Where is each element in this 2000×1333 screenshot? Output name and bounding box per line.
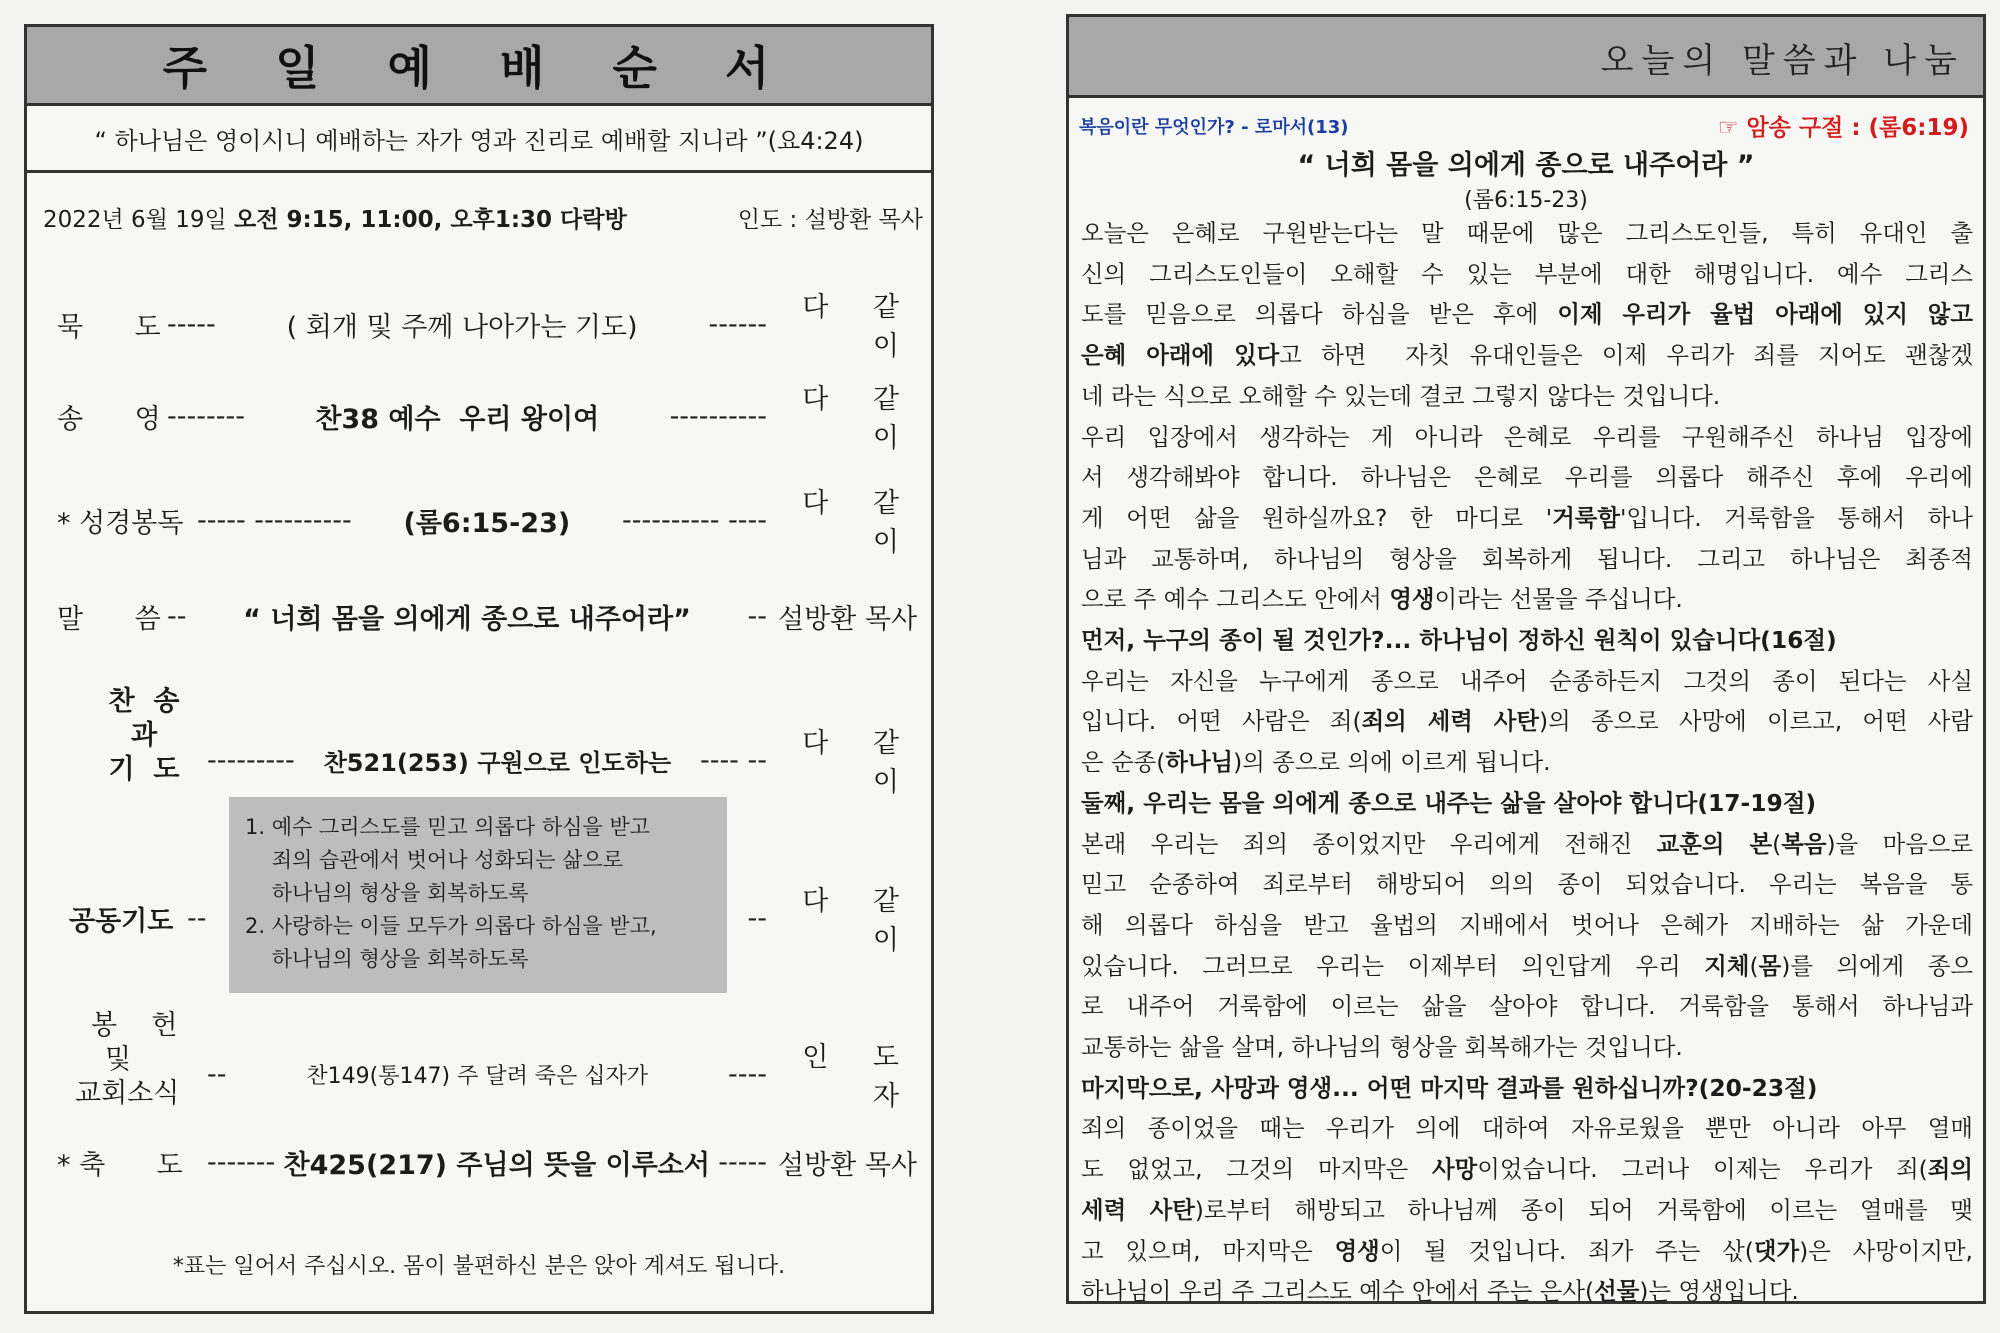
order-item-by: 인 도 자 (802, 1042, 917, 1112)
body-line: 있습니다. 그러므로 우리는 이제부터 의인답게 우리 지체(몸)를 의에게 종으 (1081, 951, 1973, 980)
order-item-by: 다 같 이 (802, 384, 917, 454)
body-line: 죄의 종이었을 때는 우리가 의에 대하여 자유로웠을 뿐만 아니라 아무 열매 (1081, 1114, 1973, 1143)
order-item-by: 다 같 이 (802, 292, 917, 362)
order-item-hymn-prayer: --------- 찬521(253) 구원으로 인도하는 ---- -- 다 같 이 (207, 721, 917, 799)
sermon-header-bar (1069, 17, 1983, 98)
order-item-content: 찬38 예수 우리 왕이여 (315, 403, 600, 435)
body-line: 하나님이 우리 주 그리스도 예수 안에서 주는 은사(선물)는 영생입니다. (1081, 1277, 1799, 1306)
order-item-content: ( 회개 및 주께 나아가는 기도) (286, 311, 638, 343)
body-line: 우리 입장에서 생각하는 게 아니라 은혜로 우리를 구원해주신 하나님 입장에 (1081, 422, 1973, 451)
body-line: 네 라는 식으로 오해할 수 있는데 결코 그렇지 않다는 것입니다. (1081, 381, 1721, 410)
order-item-label: 말 씀 (57, 604, 161, 635)
sermon-header: 오늘의 말씀과 나눔 (1600, 41, 1965, 81)
body-line: 으로 주 예수 그리스도 안에서 영생이라는 선물을 주십니다. (1081, 585, 1683, 614)
body-line: 믿고 순종하여 죄로부터 해방되어 의의 종이 되었습니다. 우리는 복음을 통 (1081, 870, 1973, 899)
service-times: 오전 9:15, 11:00, 오후1:30 다락방 (234, 207, 627, 233)
sermon-series: 복음이란 무엇인가? - 로마서(13) (1079, 117, 1349, 138)
service-date: 2022년 6월 19일 (43, 207, 227, 233)
order-item-by: 설방환 목사 (778, 604, 917, 635)
body-line: 은 순종(하나님)의 종으로 의에 이르게 됩니다. (1081, 748, 1551, 777)
order-item-benediction: * 축 도 ------- 찬425(217) 주님의 뜻을 이루소서 ----- 설방환 목사 (57, 1143, 917, 1182)
body-line: 도를 믿음으로 의롭다 하심을 받은 후에 이제 우리가 율법 아래에 있지 않고 (1081, 300, 1973, 329)
order-item-content: 찬149(통147) 주 달려 죽은 십자가 (306, 1063, 649, 1089)
order-item-label: 송 영 (57, 403, 161, 435)
order-item-sermon: 말 씀 -- “ 너희 몸을 의에게 종으로 내주어라” -- 설방환 목사 (57, 597, 917, 636)
order-item-content: “ 너희 몸을 의에게 종으로 내주어라” (243, 604, 691, 635)
worship-order-title-bar (27, 27, 931, 106)
worship-order-panel (24, 24, 934, 1314)
body-line: 고 있으며, 마지막은 영생이 될 것입니다. 죄가 주는 삯(댓가)은 사망이지만, (1081, 1236, 1973, 1265)
body-line: 본래 우리는 죄의 종이었지만 우리에게 전해진 교훈의 본(복음)을 마음으로 (1081, 829, 1973, 858)
footnote: *표는 일어서 주십시오. 몸이 불편하신 분은 앉아 계셔도 됩니다. (172, 1254, 786, 1279)
body-line: 입니다. 어떤 사람은 죄(죄의 세력 사탄)의 종으로 사망에 이르고, 어떤 사람 (1081, 707, 1974, 736)
order-item-label: * 성경봉독 (57, 507, 184, 539)
section-heading: 먼저, 누구의 종이 될 것인가?... 하나님이 정하신 원칙이 있습니다(16절) (1081, 626, 1837, 655)
order-item-label: * 축 도 (57, 1150, 183, 1181)
worship-order-title: 주 일 예 배 순 서 (162, 41, 796, 95)
body-line: 해 의롭다 하심을 받고 율법의 지배에서 벗어나 은혜가 지배하는 삶 가운데 (1081, 910, 1973, 939)
body-line: 님과 교통하며, 하나님의 형상을 회복하게 됩니다. 그리고 하나님은 최종적 (1081, 544, 1973, 573)
order-item-scripture-reading: * 성경봉독 ----- ---------- (롬6:15-23) ---------- ---- 다 같 이 (57, 481, 917, 559)
section-heading: 둘째, 우리는 몸을 의에게 종으로 내주는 삶을 살아야 합니다(17-19절) (1081, 788, 1817, 817)
order-item-doxology: 송 영 -------- 찬38 예수 우리 왕이여 ---------- 다 같 이 (57, 377, 917, 455)
memory-verse: ☞ 암송 구절 : (롬6:19) (1717, 115, 1969, 141)
sermon-reference: (롬6:15-23) (1464, 188, 1588, 213)
order-item-content: 찬521(253) 구원으로 인도하는 (323, 748, 672, 777)
body-line: 세력 사탄)로부터 해방되고 하나님께 종이 되어 거룩함에 이르는 열매를 맺 (1081, 1195, 1973, 1224)
order-item-common-prayer: 공동기도 -- -- 다 같 이 (57, 879, 917, 957)
body-line: 게 어떤 삶을 원하실까요? 한 마디로 '거룩함'입니다. 거룩함을 통해서 하나 (1081, 503, 1973, 532)
body-line: 은혜 아래에 있다고 하면 자칫 유대인들은 이제 우리가 죄를 지어도 괜찮겠 (1081, 341, 1973, 370)
sermon-title: “ 너희 몸을 의에게 종으로 내주어라 ” (1297, 150, 1755, 181)
order-item-label-hymn-prayer: 찬 송 과 기 도 (108, 686, 180, 785)
sermon-body (1081, 213, 1973, 1312)
order-item-label: 공동기도 (69, 905, 174, 937)
body-line: 신의 그리스도인들이 오해할 수 있는 부분에 대한 해명입니다. 예수 그리스 (1081, 259, 1973, 288)
sermon-panel (1066, 14, 1986, 1304)
body-line: 오늘은 은혜로 구원받는다는 말 때문에 많은 그리스도인들, 특히 유대인 출 (1081, 219, 1973, 247)
body-line: 로 내주어 거룩함에 이르는 삶을 살아야 합니다. 거룩함을 통해서 하나님과 (1081, 992, 1973, 1021)
order-item-by: 다 같 이 (802, 728, 917, 798)
order-item-silent-prayer: 묵 도 ----- ( 회개 및 주께 나아가는 기도) ------ 다 같 이 (57, 285, 917, 363)
body-line: 도 없었고, 그것의 마지막은 사망이었습니다. 그러나 이제는 우리가 죄(죄의 (1081, 1155, 1973, 1184)
order-item-by: 다 같 이 (802, 886, 917, 956)
body-line: 서 생각해봐야 합니다. 하나님은 은혜로 우리를 의롭다 해주신 후에 우리에 (1081, 463, 1973, 492)
common-prayer-box: 1. 예수 그리스도를 믿고 의롭다 하심을 받고 죄의 습관에서 벗어나 성화되는 삶으로 하나님의 형상을 회복하도록 2. 사랑하는 이들 모두가 의롭다 하심을 받고, 하나님의 형상을 회복하도록 (229, 797, 727, 993)
order-item-content: (롬6:15-23) (403, 507, 571, 539)
order-item-by: 다 같 이 (802, 488, 917, 558)
service-leader: 인도 : 설방환 목사 (737, 207, 923, 233)
section-heading: 마지막으로, 사망과 영생... 어떤 마지막 결과를 원하십니까?(20-23절) (1081, 1073, 1818, 1102)
order-item-label-offering: 봉 헌 및 교회소식 (75, 1010, 180, 1109)
order-item-by: 설방환 목사 (778, 1150, 917, 1181)
order-item-offering: -- 찬149(통147) 주 달려 죽은 십자가 ---- 인 도 자 (207, 1035, 917, 1113)
order-item-content: 찬425(217) 주님의 뜻을 이루소서 (283, 1150, 710, 1181)
body-line: 우리는 자신을 누구에게 종으로 내주어 순종하든지 그것의 종이 된다는 사실 (1081, 666, 1973, 695)
scripture-quote: “ 하나님은 영이시니 예배하는 자가 영과 진리로 예배할 지니라 ”(요4:24) (27, 106, 931, 173)
body-line: 교통하는 삶을 살며, 하나님의 형상을 회복해가는 것입니다. (1081, 1033, 1683, 1062)
order-item-label: 묵 도 (57, 311, 161, 343)
service-date-line (43, 201, 923, 234)
